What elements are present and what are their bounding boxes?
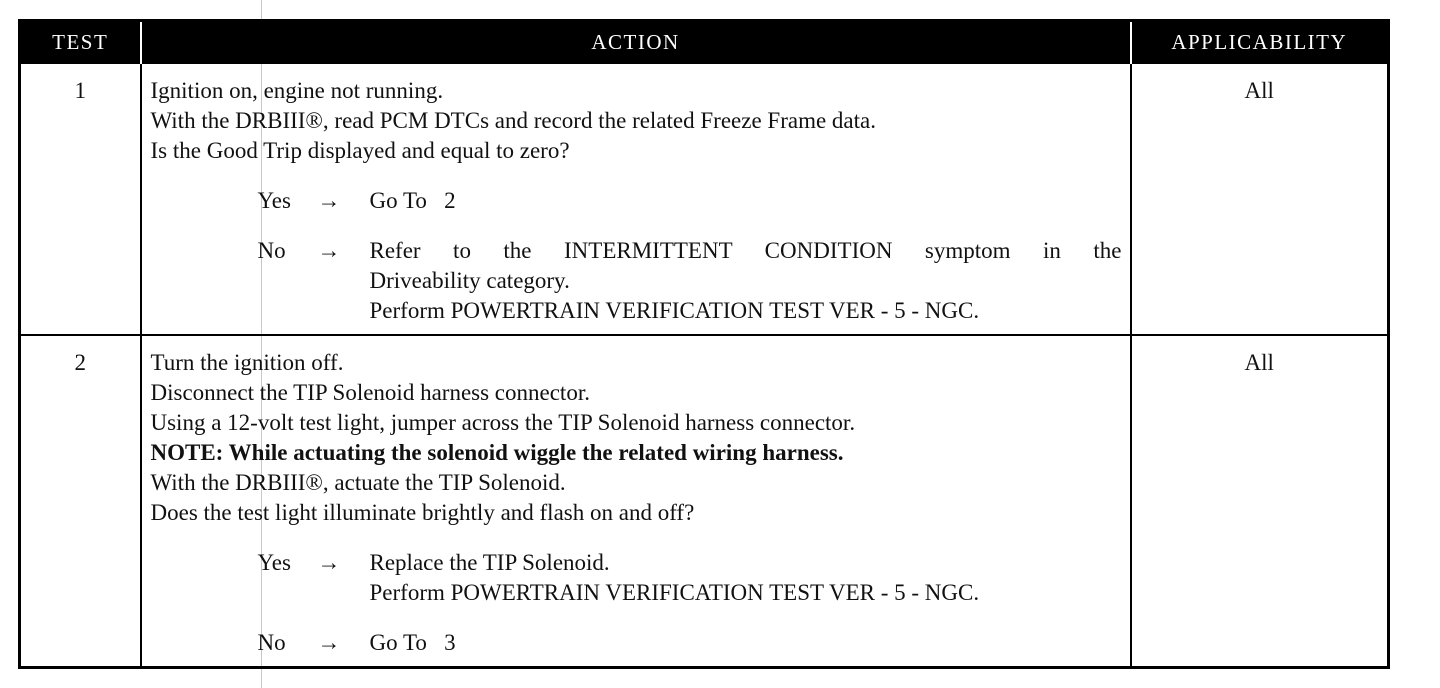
arrow-icon: → [317, 550, 341, 575]
answer-yes [151, 186, 1122, 216]
table-row [20, 63, 1389, 335]
action-line: Turn the ignition off. [150, 350, 344, 375]
answer-result [370, 236, 1122, 326]
action-line: With the DRBIII®, read PCM DTCs and record the related Freeze Frame data. [150, 108, 876, 133]
header-action: ACTION [141, 21, 1131, 64]
answer-yes [151, 548, 1122, 608]
answer-result [370, 628, 1122, 658]
arrow-icon: → [317, 630, 341, 655]
answer-result [370, 548, 1122, 608]
header-row [20, 21, 1389, 64]
answer-label: Yes [257, 550, 291, 575]
action-line: Is the Good Trip displayed and equal to zero? [150, 138, 570, 163]
action-cell [141, 335, 1131, 668]
action-line: Disconnect the TIP Solenoid harness connector. [150, 380, 590, 405]
answer-label: No [257, 630, 286, 655]
result-line: Driveability category. [369, 268, 570, 293]
applicability-value: All [1131, 335, 1389, 668]
answer-label: Yes [257, 188, 291, 213]
action-line: With the DRBIII®, actuate the TIP Solenoid. [150, 470, 566, 495]
answer-no [151, 236, 1122, 326]
arrow-icon: → [317, 238, 341, 263]
diagnostic-test-table [18, 19, 1390, 669]
answer-label: No [257, 238, 286, 263]
table-row [20, 335, 1389, 668]
result-line: Refer to the INTERMITTENT CONDITION symptom in the [369, 238, 1122, 263]
answer-no [151, 628, 1122, 658]
result-line: Go To 2 [369, 188, 456, 213]
result-line: Perform POWERTRAIN VERIFICATION TEST VER - 5 - NGC. [369, 580, 980, 605]
note-line: NOTE: While actuating the solenoid wiggle the related wiring harness. [150, 440, 844, 465]
arrow-icon: → [317, 188, 341, 213]
applicability-value: All [1131, 63, 1389, 335]
test-number: 2 [20, 335, 141, 668]
header-test: TEST [20, 21, 141, 64]
action-line: Ignition on, engine not running. [150, 78, 444, 103]
action-cell [141, 63, 1131, 335]
result-line: Replace the TIP Solenoid. [369, 550, 610, 575]
test-number: 1 [20, 63, 141, 335]
answer-result [370, 186, 1122, 216]
header-applicability: APPLICABILITY [1131, 21, 1389, 64]
action-line: Using a 12-volt test light, jumper across the TIP Solenoid harness connector. [150, 410, 856, 435]
result-line: Perform POWERTRAIN VERIFICATION TEST VER - 5 - NGC. [369, 298, 980, 323]
action-line: Does the test light illuminate brightly and flash on and off? [150, 500, 695, 525]
result-line: Go To 3 [369, 630, 456, 655]
